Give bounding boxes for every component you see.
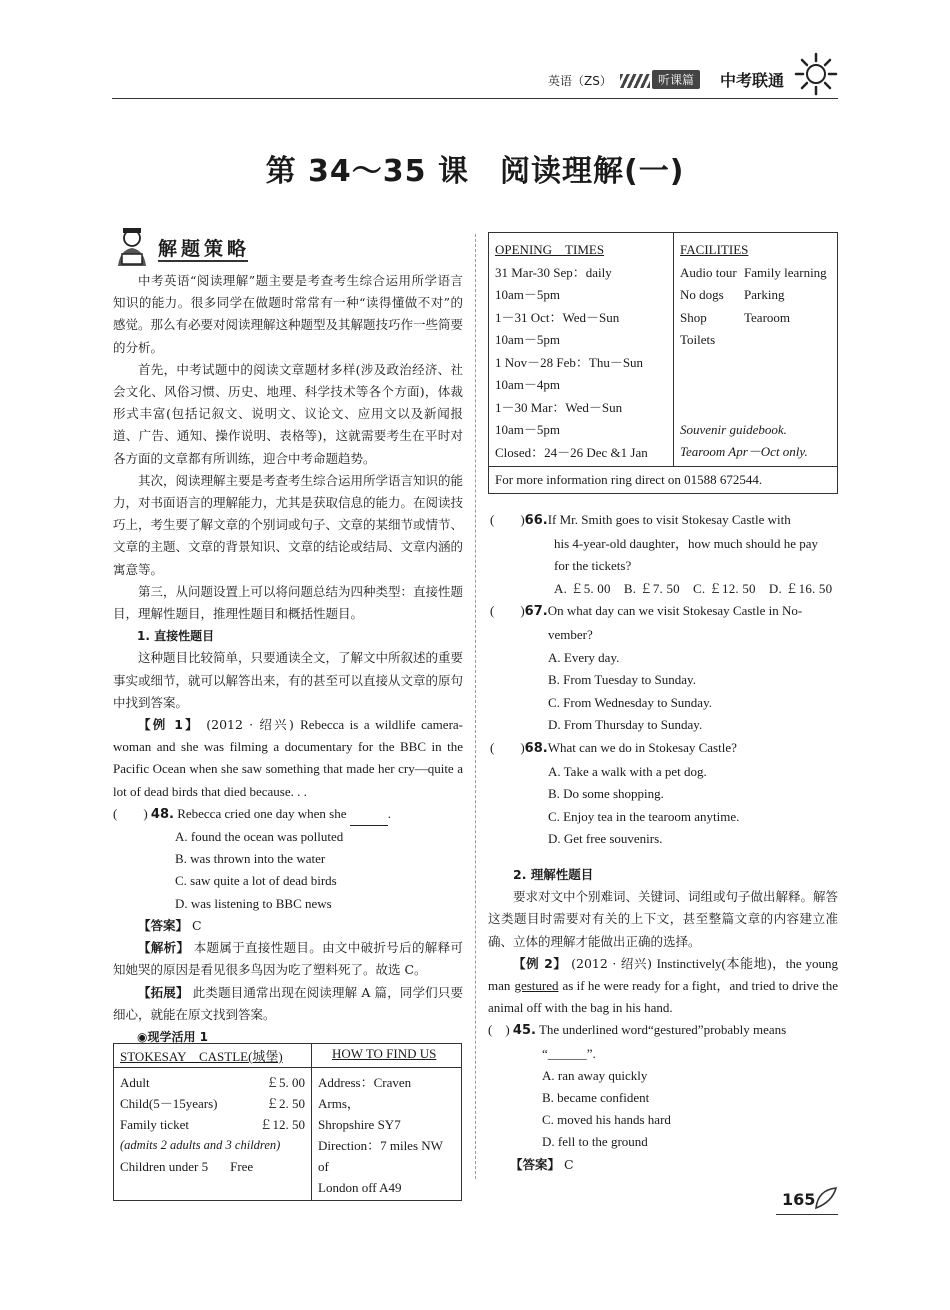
closed-line: Closed：24－26 Dec &1 Jan [495,444,648,460]
page-number: 165 [782,1190,816,1209]
find-us-header: HOW TO FIND US [332,1046,437,1061]
address-line: Address：Craven Arms， [318,1075,425,1111]
option-d: D. fell to the ground [542,1134,648,1150]
facility-row: Shop Tearoom [680,309,791,325]
option-c: C. saw quite a lot of dead birds [175,873,337,889]
question-end: . [387,805,391,821]
time-line: 1 Nov－28 Feb：Thu－Sun [495,354,644,370]
answer-paren: ( ) [488,1022,510,1038]
opening-times-table [488,232,838,494]
question-number: 45. [512,1023,536,1039]
example-2-question [488,1019,838,1042]
column-divider [475,234,476,1179]
example-1-question [113,803,463,826]
question-text: The underlined word“gestured”probably means [538,1022,787,1038]
question-text: his 4-year-old daughter，how much should he pay [554,535,819,551]
header-rule [112,98,838,99]
time-line: 10am－4pm [495,377,560,392]
example-1-extension [113,982,463,1026]
question-67: ( )67.On what day can we visit Stokesay Castle in No- vember? A. Every day. B. From Tuesday to Sunday. C. From Wednesday to Sunday. D. From Thursday to Sunday. [490,600,838,737]
facility-row: Toilets [680,332,716,347]
address-line: Shropshire SY7 [318,1117,401,1132]
question-number: 67. [524,604,548,620]
answer-blank: “______”. [542,1045,596,1061]
question-number: 66. [524,513,548,528]
question-text: What can we do in Stokesay Castle? [547,739,737,755]
example-2-passage [488,953,838,1020]
option-c: C. Enjoy tea in the tearoom anytime. [548,808,740,824]
info-footer: For more information ring direct on 01588 672544. [495,472,763,487]
price-row: Child(5－15years) ￡2. 50 [120,1096,305,1111]
time-line: 1－30 Mar：Wed－Sun [495,399,623,415]
direction-line: London off A49 [318,1180,402,1195]
leaf-ornament-icon [812,1184,840,1212]
example-2-text: as if he were ready for a fight，and tried to drive the animal off with the bag in his hand. [488,978,838,1016]
example-2-source: (2012 · 绍兴) [571,955,652,971]
page-title: 第 34～35 课 阅读理解(一) [265,154,685,189]
facility-row: Audio tour Family learning [680,264,827,280]
answer-label: 【答案】 [510,1156,561,1172]
strategy-heading: 解题策略 [158,238,251,260]
time-line: 10am－5pm [495,422,560,437]
option-c: C. From Wednesday to Sunday. [548,694,712,710]
option-a: A. ran away quickly [542,1067,648,1083]
option-b: B. became confident [542,1090,650,1106]
option-a: A. Take a walk with a pet dog. [548,763,707,779]
answer-value: C [192,917,202,933]
example-1-analysis [113,937,463,981]
option-d: D. From Thursday to Sunday. [548,717,703,733]
option-a: A. Every day. [548,649,620,665]
option-d: D. Get free souvenirs. [548,831,663,847]
section-2 [488,864,838,1176]
answer-paren: ( ) [113,805,148,821]
subheading-comprehension: 2. 理解性题目 [513,867,594,882]
example-1-label: 【例 1】 [138,717,200,733]
time-line: 10am－5pm [495,332,560,347]
example-2-label: 【例 2】 [513,955,567,971]
answer-blank [350,813,388,826]
analysis-label: 【解析】 [138,940,190,956]
underlined-word: gestured [514,978,559,994]
price-row: Children under 5 Free [120,1159,254,1174]
section-2-paragraph: 要求对文中个别难词、关键词、词组或句子做出解释。解答这类题目时需要对有关的上下文，甚至整篇文章的内容建立准确、立体的理解才能做出正确的选择。 [488,889,839,949]
question-68: ( )68.What can we do in Stokesay Castle? A. Take a walk with a pet dog. B. Do some shopping. C. Enjoy tea in the tearoom anytime. D. Get free souvenirs. [490,737,838,851]
strategy-paragraph-4: 第三，从问题设置上可以将问题总结为四种类型：直接性题目，理解性题目，推理性题目和概括性题目。 [113,583,464,622]
option-b: B. From Tuesday to Sunday. [548,672,696,688]
subheading-direct: 1. 直接性题目 [137,629,215,644]
practice-heading: ◉现学活用 1 [137,1029,208,1044]
castle-ticket-table [113,1043,462,1201]
strategy-paragraph-2: 首先，中考试题中的阅读文章题材多样(涉及政治经济、社会文化、风俗习惯、历史、地理、科学技术等各个方面)，体裁形式丰富(包括记叙文、说明文、议论文、应用文以及新闻报道、广告、通知、操作说明、表格等)，这就需要考生在平时对各方面的文章都有所训练，迎合中考命题趋势。 [113,361,463,466]
example-1-source: (2012 · 绍兴) [206,717,294,733]
example-1-text: Rebecca is a wildlife camera-woman and she was filming a documentary for the BBC in the Pacific Ocean when she saw something that made her cry—quite a lot of dead birds that died because. . . [113,717,463,799]
question-66: ( )66.If Mr. Smith goes to visit Stokesay Castle with his 4-year-old daughter，how much should he pay for the tickets? A. ￡5. 00 B. ￡7. 50 C. ￡12. 50 D. ￡16. 50 [490,509,838,600]
strategy-paragraph-5: 这种题目比较简单，只要通读全文，了解文中所叙述的重要事实或细节，就可以解答出来，有的甚至可以直接从文章的原句中找到答案。 [113,650,464,710]
option-b: B. was thrown into the water [175,851,326,867]
option-d: D. was listening to BBC news [175,895,332,911]
question-text: for the tickets? [554,558,632,574]
direction-line: Direction：7 miles NW of [318,1138,443,1174]
facility-row: No dogs Parking [680,287,785,302]
answer-label: 【答案】 [138,917,189,933]
question-text: On what day can we visit Stokesay Castle in No- [547,603,803,619]
practice-questions [490,509,838,851]
question-number: 48. [150,806,174,822]
strategy-paragraph-1: 中考英语“阅读理解”题主要是考查考生综合运用所学语言知识的能力。很多同学在做题时常常有一种“读得懂做不对”的感觉。那么有必要对阅读理解这种题型及其解题技巧作一些简要的分析。 [113,273,464,355]
strategy-paragraph-3: 其次，阅读理解主要是考查考生综合运用所学语言知识的能力，对书面语言的理解能力，尤其是获取信息的能力。在阅读技巧上，考生要了解文章的个别词或句子、文章的某细节或情节、文章的主题、文章的背景知识、文章的结论或结局、文章内涵的寓意等。 [113,472,464,577]
example-1-answer [113,915,463,937]
option-a: A. found the ocean was polluted [175,829,344,845]
sun-logo-icon [794,52,838,96]
question-text: Rebecca cried one day when she [177,805,347,821]
castle-table-header: STOKESAY CASTLE(城堡) [120,1049,283,1064]
facilities-header: FACILITIES [680,242,749,257]
tearoom-note: Tearoom Apr－Oct only. [680,444,808,459]
price-row: Family ticket ￡12. 50 [120,1117,305,1132]
time-line: 10am－5pm [495,287,560,302]
header-tag: 听课篇 [652,70,700,89]
extension-label: 【拓展】 [138,984,189,1000]
student-reading-icon [112,226,152,268]
price-row: Adult ￡5. 00 [120,1075,305,1090]
left-column [113,270,463,1048]
header-stripes-decoration [620,74,650,88]
answer-value: C [564,1156,574,1172]
option-c: C. moved his hands hard [542,1112,671,1128]
question-text: vember? [548,626,593,642]
time-line: 31 Mar-30 Sep：daily [495,264,612,280]
example-2-text: Instinctively(本能地)，the young man [488,955,838,994]
opening-times-header: OPENING TIMES [495,242,605,257]
price-row-note: (admits 2 adults and 3 children) [120,1138,281,1152]
time-line: 1－31 Oct：Wed－Sun [495,309,620,325]
souvenir-note: Souvenir guidebook. [680,421,787,437]
strategy-heading-rule [158,260,248,262]
example-2-answer [488,1154,838,1176]
example-1-passage [113,714,463,803]
header-brand: 中考联通 [720,71,785,90]
question-text: If Mr. Smith goes to visit Stokesay Castle with [547,512,791,527]
question-options: A. ￡5. 00 B. ￡7. 50 C. ￡12. 50 D. ￡16. 50 [554,580,833,596]
extension-text: 此类题目通常出现在阅读理解 A 篇，同学们只要细心，就能在原文找到答案。 [113,984,463,1022]
question-number: 68. [524,740,548,756]
page-number-rule [776,1214,838,1215]
header-subject: 英语（ZS） [548,74,612,88]
option-b: B. Do some shopping. [548,786,664,802]
analysis-text: 本题属于直接性题目。由文中破折号后的解释可知她哭的原因是看见很多鸟因为吃了塑料死了。故选 C。 [113,940,463,978]
